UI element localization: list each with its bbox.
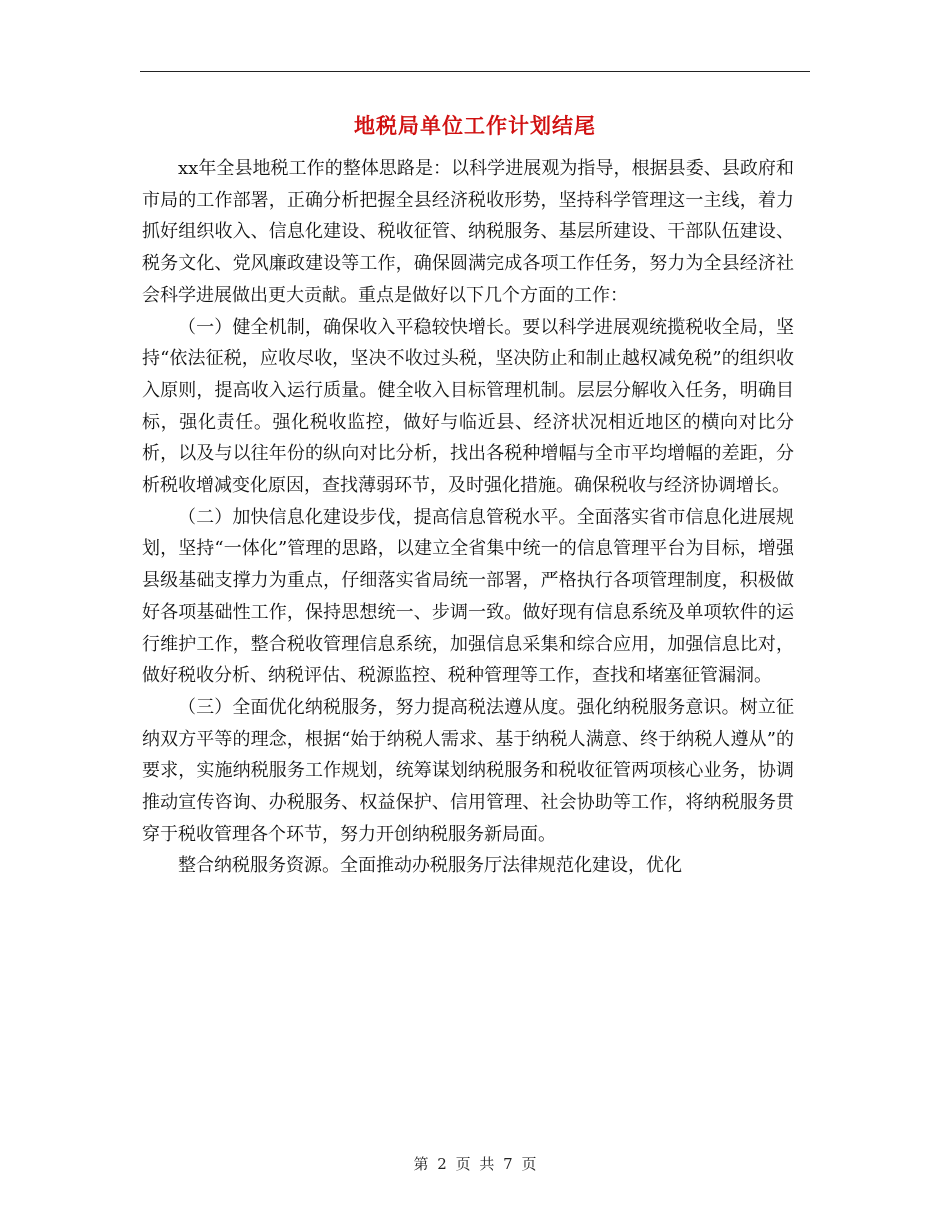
paragraph-section-2: （二）加快信息化建设步伐，提高信息管税水平。全面落实省市信息化进展规划，坚持“一体化”管理的思路，以建立全省集中统一的信息管理平台为目标，增强县级基础支撑力为重点，仔细落实省局统一部署，严格执行各项管理制度，积极做好各项基础性工作，保持思想统一、步调一致。做好现有信息系统及单项软件的运行维护工作，整合税收管理信息系统，加强信息采集和综合应用，加强信息比对，做好税收分析、纳税评估、税源监控、税种管理等工作，查找和堵塞征管漏洞。	[142, 506, 794, 687]
paragraph-continued: 整合纳税服务资源。全面推动办税服务厅法律规范化建设，优化	[178, 855, 682, 877]
paragraph-intro: xx年全县地税工作的整体思路是：以科学进展观为指导，根据县委、县政府和市局的工作部署，正确分析把握全县经济税收形势，坚持科学管理这一主线，着力抓好组织收入、信息化建设、税收征管、纳税服务、基层所建设、干部队伍建设、税务文化、党风廉政建设等工作，确保圆满完成各项工作任务，努力为全县经济社会科学进展做出更大贡献。重点是做好以下几个方面的工作：	[142, 158, 794, 306]
document-title: 地税局单位工作计划结尾	[354, 113, 596, 138]
paragraph-section-1: （一）健全机制，确保收入平稳较快增长。要以科学进展观统揽税收全局，坚持“依法征税，应收尽收，坚决不收过头税，坚决防止和制止越权减免税”的组织收入原则，提高收入运行质量。健全收入目标管理机制。层层分解收入任务，明确目标，强化责任。强化税收监控，做好与临近县、经济状况相近地区的横向对比分析，以及与以往年份的纵向对比分析，找出各税种增幅与全市平均增幅的差距，分析税收增减变化原因，查找薄弱环节，及时强化措施。确保税收与经济协调增长。	[142, 316, 794, 497]
header-rule	[140, 71, 810, 72]
document-body	[142, 153, 794, 882]
page-number: 第 2 页 共 7 页	[413, 1155, 537, 1173]
paragraph-section-3: （三）全面优化纳税服务，努力提高税法遵从度。强化纳税服务意识。树立征纳双方平等的理念，根据“始于纳税人需求、基于纳税人满意、终于纳税人遵从”的要求，实施纳税服务工作规划，统筹谋划纳税服务和税收征管两项核心业务，协调推动宣传咨询、办税服务、权益保护、信用管理、社会协助等工作，将纳税服务贯穿于税收管理各个环节，努力开创纳税服务新局面。	[142, 696, 794, 845]
